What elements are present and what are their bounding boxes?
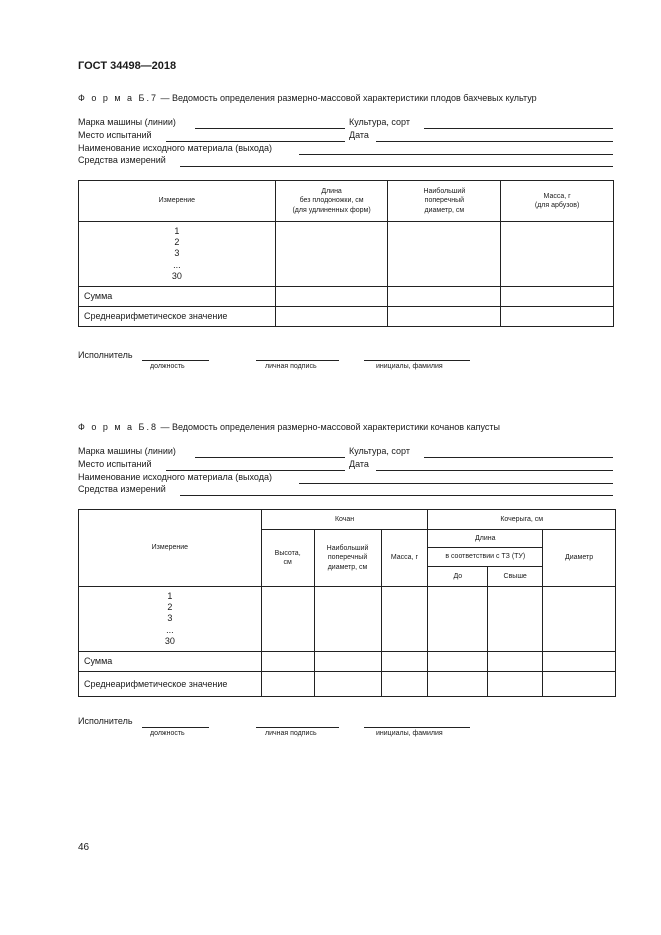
form-b7-cell[interactable] — [275, 287, 388, 307]
page-number: 46 — [78, 842, 90, 853]
form-b7-machine-label: Марка машины (линии) — [78, 117, 176, 127]
form-b8-col-measure: Измерение — [79, 510, 262, 587]
row-number: 3 — [174, 248, 180, 259]
form-b7-position-field[interactable] — [142, 360, 209, 361]
form-b8-cell[interactable] — [381, 672, 428, 697]
form-b7-crop-field[interactable] — [424, 128, 613, 129]
form-b8-position-field[interactable] — [142, 727, 209, 728]
form-b8-cell[interactable] — [314, 652, 381, 672]
form-b7-executor-label: Исполнитель — [78, 350, 133, 360]
form-b8-cell[interactable] — [261, 587, 314, 652]
form-b7-measurement-row — [79, 222, 614, 287]
form-b7-date-label: Дата — [349, 130, 369, 140]
form-b7-instruments-label: Средства измерений — [78, 155, 166, 165]
form-b8-date-field[interactable] — [376, 470, 613, 471]
form-b7-header-row — [79, 181, 614, 222]
form-b7-name-field[interactable] — [364, 360, 470, 361]
form-b8-measurement-row — [79, 587, 616, 652]
form-b8-name-field[interactable] — [364, 727, 470, 728]
form-b7-cell[interactable] — [388, 287, 501, 307]
form-b7-row-numbers — [79, 222, 276, 287]
form-b8-cell[interactable] — [314, 672, 381, 697]
form-b7-col-mass: Масса, г (для арбузов) — [501, 181, 614, 222]
form-b7-sum-label: Сумма — [79, 287, 276, 307]
form-b8-cell[interactable] — [261, 652, 314, 672]
form-b8-cell[interactable] — [543, 652, 616, 672]
form-b8-signature-caption: личная подпись — [265, 730, 317, 737]
document-code: ГОСТ 34498—2018 — [78, 60, 177, 72]
form-b8-col-mass: Масса, г — [381, 530, 428, 587]
form-b8-sum-row — [79, 652, 616, 672]
form-b7-col-measure: Измерение — [79, 181, 276, 222]
form-b8-position-caption: должность — [150, 730, 185, 737]
form-b7-cell[interactable] — [388, 222, 501, 287]
form-b8-place-label: Место испытаний — [78, 459, 152, 469]
form-b8-cell[interactable] — [543, 587, 616, 652]
form-b8-executor-label: Исполнитель — [78, 716, 133, 726]
form-b8-col-height: Высота, см — [261, 530, 314, 587]
form-b7-cell[interactable] — [501, 307, 614, 327]
form-b7-cell[interactable] — [388, 307, 501, 327]
form-b8-mean-row — [79, 672, 616, 697]
form-b8-col-length: Длина — [428, 530, 543, 548]
form-b7-signature-field[interactable] — [256, 360, 339, 361]
row-number: 2 — [167, 602, 173, 613]
form-b7-title — [78, 93, 537, 103]
form-b8-title-prefix: Ф о р м а Б.8 — [78, 422, 158, 432]
form-b8-table — [78, 509, 616, 697]
form-b8-cell[interactable] — [543, 672, 616, 697]
row-number: 30 — [171, 270, 182, 281]
form-b7-cell[interactable] — [275, 222, 388, 287]
form-b8-col-upto: До — [428, 567, 488, 587]
form-b8-material-label: Наименование исходного материала (выхода) — [78, 472, 272, 482]
form-b7-title-prefix: Ф о р м а Б.7 — [78, 93, 158, 103]
form-b7-col-diameter: Наибольший поперечный диаметр, см — [388, 181, 501, 222]
form-b8-header-row-1 — [79, 510, 616, 530]
form-b8-mean-label: Среднеарифметическое значение — [79, 672, 262, 697]
form-b8-cell[interactable] — [428, 587, 488, 652]
form-b7-signature-caption: личная подпись — [265, 363, 317, 370]
row-number: 3 — [167, 613, 173, 624]
form-b8-group-head: Кочан — [261, 510, 428, 530]
form-b8-col-over: Свыше — [488, 567, 543, 587]
form-b8-cell[interactable] — [428, 672, 488, 697]
form-b7-title-text: — Ведомость определения размерно-массовой характеристики плодов бахчевых культур — [160, 93, 537, 103]
form-b7-machine-field[interactable] — [195, 128, 345, 129]
form-b8-date-label: Дата — [349, 459, 369, 469]
form-b8-cell[interactable] — [314, 587, 381, 652]
form-b7-place-field[interactable] — [166, 141, 345, 142]
form-b8-cell[interactable] — [488, 672, 543, 697]
form-b8-material-field[interactable] — [299, 483, 613, 484]
form-b8-name-caption: инициалы, фамилия — [376, 730, 443, 737]
form-b8-cell[interactable] — [381, 587, 428, 652]
form-b8-cell[interactable] — [488, 652, 543, 672]
form-b7-material-label: Наименование исходного материала (выхода) — [78, 143, 272, 153]
form-b7-instruments-field[interactable] — [180, 166, 613, 167]
row-number: 2 — [174, 237, 180, 248]
form-b7-table — [78, 180, 614, 327]
row-number-ellipsis: ... — [166, 624, 174, 635]
form-b7-crop-label: Культура, сорт — [349, 117, 410, 127]
row-number-ellipsis: ... — [173, 259, 181, 270]
form-b8-crop-label: Культура, сорт — [349, 446, 410, 456]
form-b8-title-text: — Ведомость определения размерно-массовой характеристики кочанов капусты — [160, 422, 500, 432]
form-b7-cell[interactable] — [501, 287, 614, 307]
form-b7-cell[interactable] — [501, 222, 614, 287]
form-b8-machine-field[interactable] — [195, 457, 345, 458]
form-b7-sum-row — [79, 287, 614, 307]
form-b7-date-field[interactable] — [376, 141, 613, 142]
row-number: 1 — [174, 225, 180, 236]
form-b8-crop-field[interactable] — [424, 457, 613, 458]
form-b7-mean-row — [79, 307, 614, 327]
form-b8-cell[interactable] — [261, 672, 314, 697]
form-b8-group-stump: Кочерыга, см — [428, 510, 616, 530]
form-b8-col-stump-diameter: Диаметр — [543, 530, 616, 587]
form-b7-mean-label: Среднеарифметическое значение — [79, 307, 276, 327]
form-b8-title — [78, 422, 500, 432]
form-b8-cell[interactable] — [428, 652, 488, 672]
row-number: 1 — [167, 590, 173, 601]
form-b7-position-caption: должность — [150, 363, 185, 370]
form-b8-place-field[interactable] — [166, 470, 345, 471]
form-b7-place-label: Место испытаний — [78, 130, 152, 140]
form-b7-name-caption: инициалы, фамилия — [376, 363, 443, 370]
form-b7-material-field[interactable] — [299, 154, 613, 155]
form-b8-col-length-sub: в соответствии с ТЗ (ТУ) — [428, 548, 543, 567]
form-b8-cell[interactable] — [381, 652, 428, 672]
form-b8-row-numbers — [79, 587, 262, 652]
form-b8-cell[interactable] — [488, 587, 543, 652]
form-b7-col-length: Длина без плодоножки, см (для удлиненных форм) — [275, 181, 388, 222]
form-b7-cell[interactable] — [275, 307, 388, 327]
form-b8-instruments-field[interactable] — [180, 495, 613, 496]
row-number: 30 — [164, 635, 175, 646]
form-b8-col-diameter: Наибольший поперечный диаметр, см — [314, 530, 381, 587]
form-b8-signature-field[interactable] — [256, 727, 339, 728]
form-b8-sum-label: Сумма — [79, 652, 262, 672]
form-b8-machine-label: Марка машины (линии) — [78, 446, 176, 456]
form-b8-instruments-label: Средства измерений — [78, 484, 166, 494]
